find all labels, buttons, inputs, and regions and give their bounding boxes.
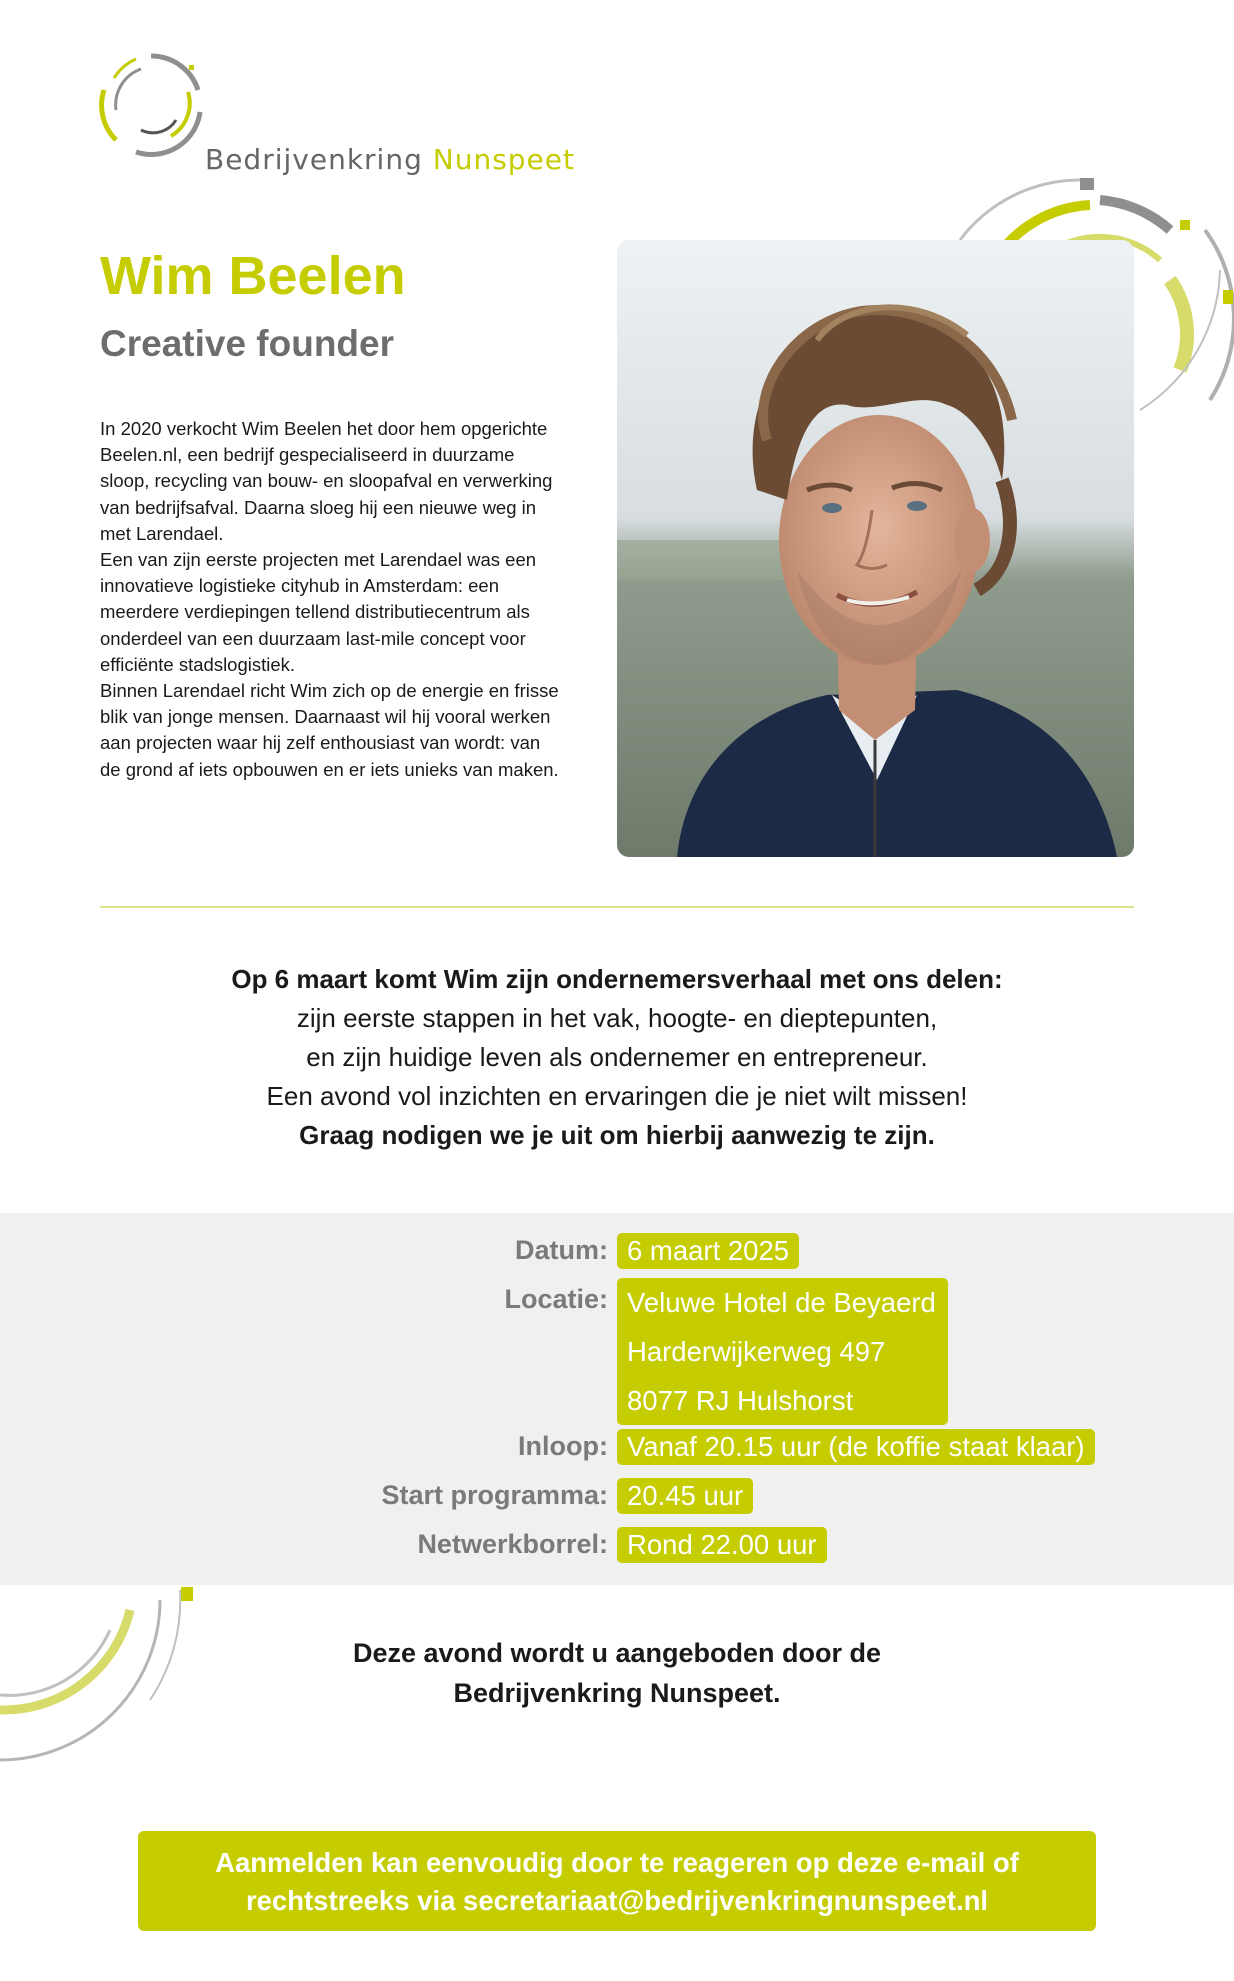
intro-line: en zijn huidige leven als ondernemer en entrepreneur. — [306, 1042, 928, 1072]
closing-line: Deze avond wordt u aangeboden door de — [352, 1638, 882, 1668]
bio-paragraph: Binnen Larendael richt Wim zich op de energie en frisse blik van jonge mensen. Daarnaast wil hij vooral werken aan projecten waar hij zelf enthousiast van wordt: van de grond af iets opbouwen en er iets unieks van maken. — [100, 680, 559, 780]
detail-row-start — [0, 1474, 1234, 1523]
detail-row-borrel — [0, 1523, 1234, 1572]
detail-label: Netwerkborrel: — [417, 1529, 608, 1559]
detail-value: 6 maart 2025 — [617, 1233, 799, 1269]
detail-row-inloop — [0, 1425, 1234, 1474]
bio-paragraph: In 2020 verkocht Wim Beelen het door hem opgerichte Beelen.nl, een bedrijf gespecialiseerd in duurzame sloop, recycling van bouw- en sloopafval en verwerking van bedrijfsafval. Daarna sloeg hij een nieuwe weg in met Larendael. — [100, 418, 553, 544]
signup-call-to-action[interactable] — [138, 1831, 1096, 1931]
detail-value: 20.45 uur — [617, 1478, 753, 1514]
cta-text — [138, 1844, 1096, 1920]
closing-line: Bedrijvenkring Nunspeet. — [453, 1678, 781, 1708]
location-line: 8077 RJ Hulshorst — [627, 1385, 854, 1416]
detail-value: Vanaf 20.15 uur (de koffie staat klaar) — [617, 1429, 1095, 1465]
speaker-name: Wim Beelen — [100, 246, 406, 306]
speaker-role: Creative founder — [100, 323, 395, 364]
intro-line: Op 6 maart komt Wim zijn ondernemersverhaal met ons delen: — [231, 964, 1003, 994]
cta-line: Aanmelden kan eenvoudig door te reageren op deze e-mail of — [215, 1847, 1019, 1878]
section-divider — [100, 906, 1134, 908]
intro-line: zijn eerste stappen in het vak, hoogte- en dieptepunten, — [296, 1003, 938, 1033]
logo-mark-icon — [96, 50, 206, 160]
detail-row-location — [0, 1278, 1234, 1425]
speaker-portrait-photo — [617, 240, 1134, 857]
intro-line: Graag nodigen we je uit om hierbij aanwezig te zijn. — [299, 1120, 935, 1150]
detail-row-date — [0, 1229, 1234, 1278]
intro-line: Een avond vol inzichten en ervaringen die je niet wilt missen! — [266, 1081, 968, 1111]
detail-label: Start programma: — [381, 1480, 608, 1510]
detail-value — [617, 1278, 948, 1425]
closing-text — [100, 1633, 1134, 1713]
location-line: Harderwijkerweg 497 — [627, 1336, 886, 1367]
logo-wordmark: Bedrijvenkring Nunspeet — [205, 143, 575, 176]
speaker-bio — [100, 416, 560, 783]
location-line: Veluwe Hotel de Beyaerd — [627, 1287, 936, 1318]
bio-paragraph: Een van zijn eerste projecten met Larendael was een innovatieve logistieke cityhub in Amsterdam: een meerdere verdiepingen tellend distributiecentrum als onderdeel van een duurzaam last-mile concept voor efficiënte stadslogistiek. — [100, 549, 537, 675]
event-intro — [100, 960, 1134, 1155]
detail-label: Datum: — [515, 1235, 608, 1265]
detail-value: Rond 22.00 uur — [617, 1527, 827, 1563]
detail-label: Inloop: — [518, 1431, 608, 1461]
cta-email-line[interactable]: rechtstreeks via secretariaat@bedrijvenkringnunspeet.nl — [245, 1885, 989, 1916]
detail-label: Locatie: — [504, 1284, 608, 1314]
